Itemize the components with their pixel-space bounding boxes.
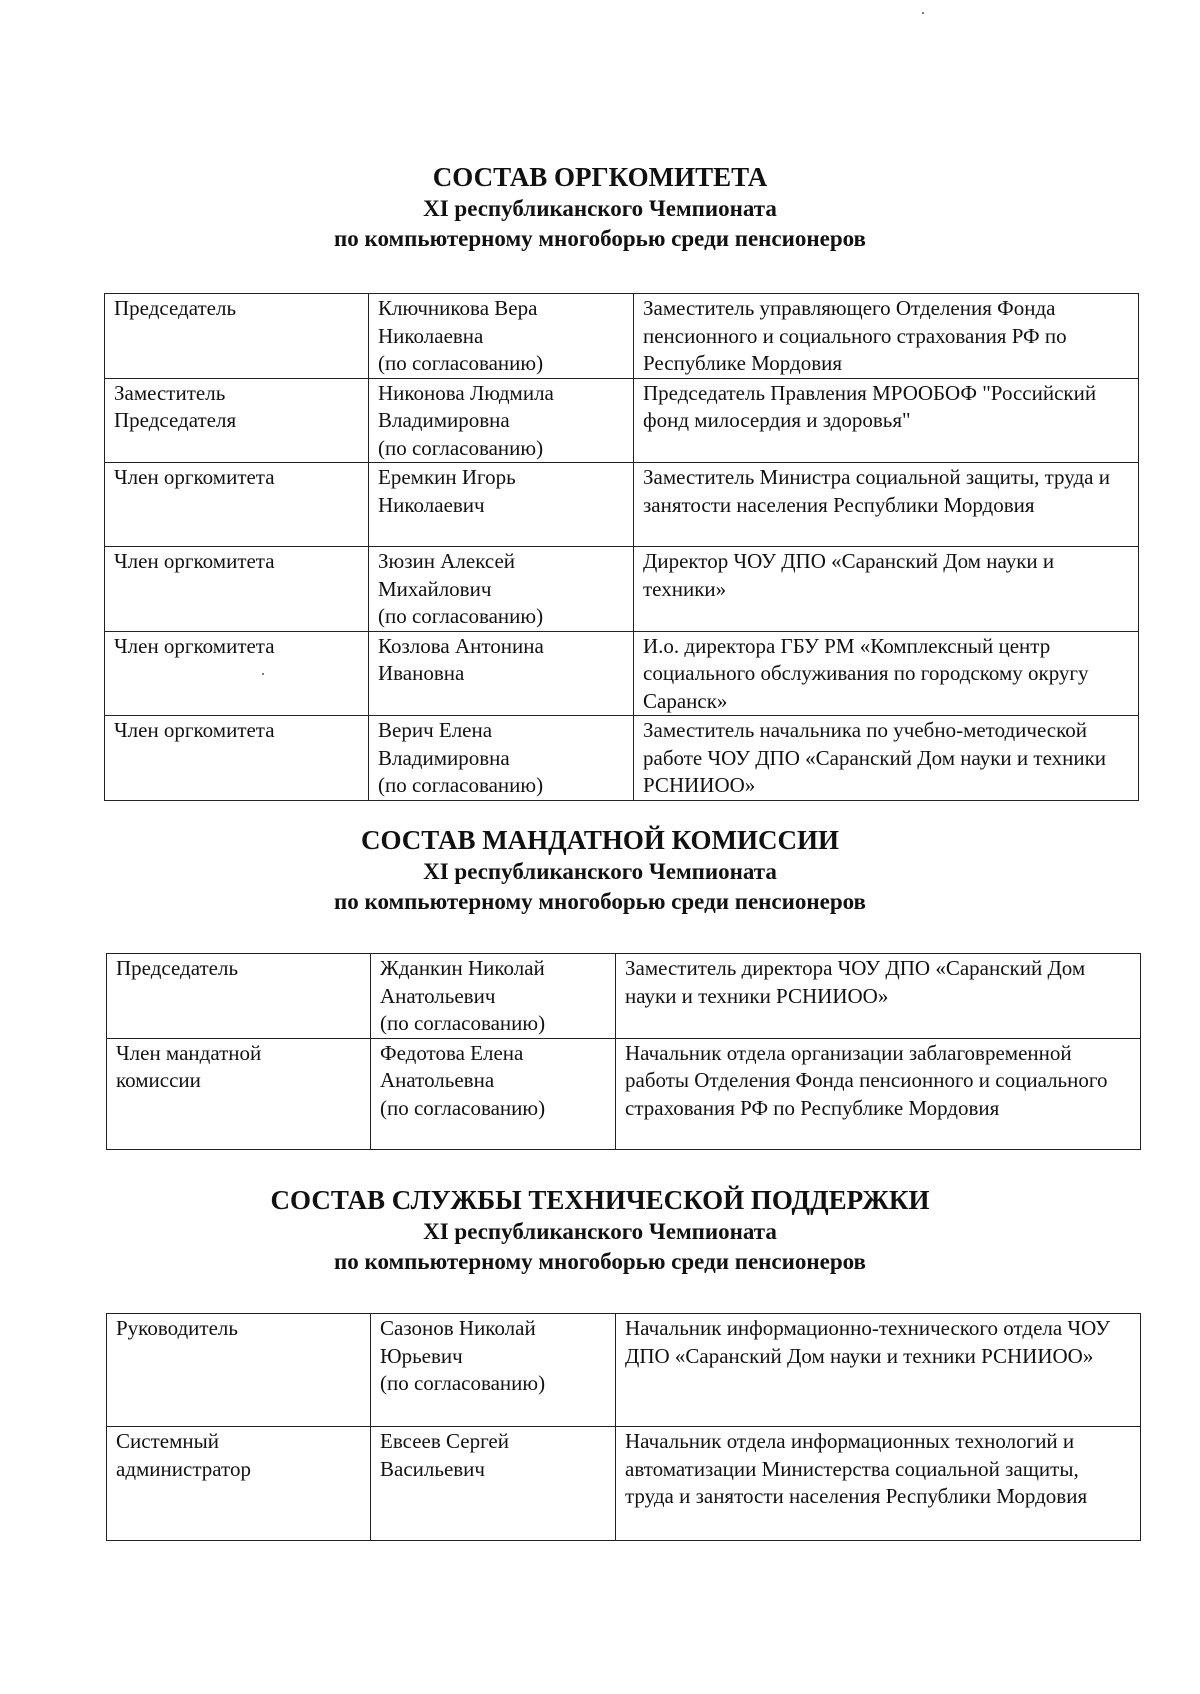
table-row <box>107 1314 1141 1427</box>
person-cell: Никонова Людмила Владимировна (по согласованию) <box>369 378 634 463</box>
position-cell: Заместитель управляющего Отделения Фонда пенсионного и социального страхования РФ по Республике Мордовия <box>634 294 1139 379</box>
position-cell: Заместитель начальника по учебно-методической работе ЧОУ ДПО «Саранский Дом науки и техники РСНИИОО» <box>634 716 1139 801</box>
section-title: СОСТАВ СЛУЖБЫ ТЕХНИЧЕСКОЙ ПОДДЕРЖКИ <box>270 1185 930 1215</box>
person-cell: Жданкин Николай Анатольевич (по согласованию) <box>371 954 616 1039</box>
tech-support-table <box>106 1313 1141 1541</box>
position-cell: Заместитель Министра социальной защиты, труда и занятости населения Республики Мордовия <box>634 463 1139 547</box>
position-cell: Начальник отдела организации заблаговременной работы Отделения Фонда пенсионного и социального страхования РФ по Республике Мордовия <box>616 1038 1141 1149</box>
person-cell: Еремкин Игорь Николаевич <box>369 463 634 547</box>
section-title: СОСТАВ МАНДАТНОЙ КОМИССИИ <box>360 825 840 855</box>
table-row <box>105 547 1139 632</box>
table-row <box>105 463 1139 547</box>
mandate-commission-table <box>106 953 1141 1150</box>
role-cell: Системный администратор <box>107 1427 371 1541</box>
section-subtitle: XI республиканского Чемпионата <box>423 196 777 221</box>
table-row <box>105 294 1139 379</box>
person-cell: Козлова Антонина Ивановна <box>369 631 634 716</box>
table-row <box>105 716 1139 801</box>
position-cell: Начальник информационно-технического отдела ЧОУ ДПО «Саранский Дом науки и техники РСНИИОО» <box>616 1314 1141 1427</box>
role-cell: Член оргкомитета <box>105 547 369 632</box>
person-cell: Верич Елена Владимировна (по согласованию) <box>369 716 634 801</box>
role-cell: Руководитель <box>107 1314 371 1427</box>
role-cell: Член оргкомитета <box>105 716 369 801</box>
scan-speck <box>262 673 264 675</box>
section-subtitle-2: по компьютерному многоборью среди пенсионеров <box>334 889 866 914</box>
section-subtitle-2: по компьютерному многоборью среди пенсионеров <box>334 226 866 251</box>
section-subtitle: XI республиканского Чемпионата <box>423 1219 777 1244</box>
position-cell: И.о. директора ГБУ РМ «Комплексный центр социального обслуживания по городскому округу Саранск» <box>634 631 1139 716</box>
position-cell: Директор ЧОУ ДПО «Саранский Дом науки и техники» <box>634 547 1139 632</box>
person-cell: Сазонов Николай Юрьевич (по согласованию) <box>371 1314 616 1427</box>
role-cell: Председатель <box>105 294 369 379</box>
table-row <box>107 1038 1141 1149</box>
role-cell: Председатель <box>107 954 371 1039</box>
section-mandate-commission-header <box>0 823 1200 917</box>
table-row <box>105 631 1139 716</box>
role-cell: Заместитель Председателя <box>105 378 369 463</box>
table-row <box>107 1427 1141 1541</box>
section-title: СОСТАВ ОРГКОМИТЕТА <box>432 162 768 192</box>
table-row <box>107 954 1141 1039</box>
section-subtitle: XI республиканского Чемпионата <box>423 859 777 884</box>
person-cell: Зюзин Алексей Михайлович (по согласованию) <box>369 547 634 632</box>
scan-speck <box>922 12 924 14</box>
table-row <box>105 378 1139 463</box>
section-organizing-committee-header <box>0 160 1200 254</box>
position-cell: Председатель Правления МРООБОФ "Российский фонд милосердия и здоровья" <box>634 378 1139 463</box>
role-cell: Член мандатной комиссии <box>107 1038 371 1149</box>
position-cell: Заместитель директора ЧОУ ДПО «Саранский Дом науки и техники РСНИИОО» <box>616 954 1141 1039</box>
section-tech-support-header <box>0 1183 1200 1277</box>
person-cell: Евсеев Сергей Васильевич <box>371 1427 616 1541</box>
person-cell: Ключникова Вера Николаевна (по согласованию) <box>369 294 634 379</box>
organizing-committee-table <box>104 293 1139 801</box>
role-cell: Член оргкомитета <box>105 631 369 716</box>
role-cell: Член оргкомитета <box>105 463 369 547</box>
section-subtitle-2: по компьютерному многоборью среди пенсионеров <box>334 1249 866 1274</box>
position-cell: Начальник отдела информационных технологий и автоматизации Министерства социальной защиты, труда и занятости населения Республики Мордовия <box>616 1427 1141 1541</box>
person-cell: Федотова Елена Анатольевна (по согласованию) <box>371 1038 616 1149</box>
